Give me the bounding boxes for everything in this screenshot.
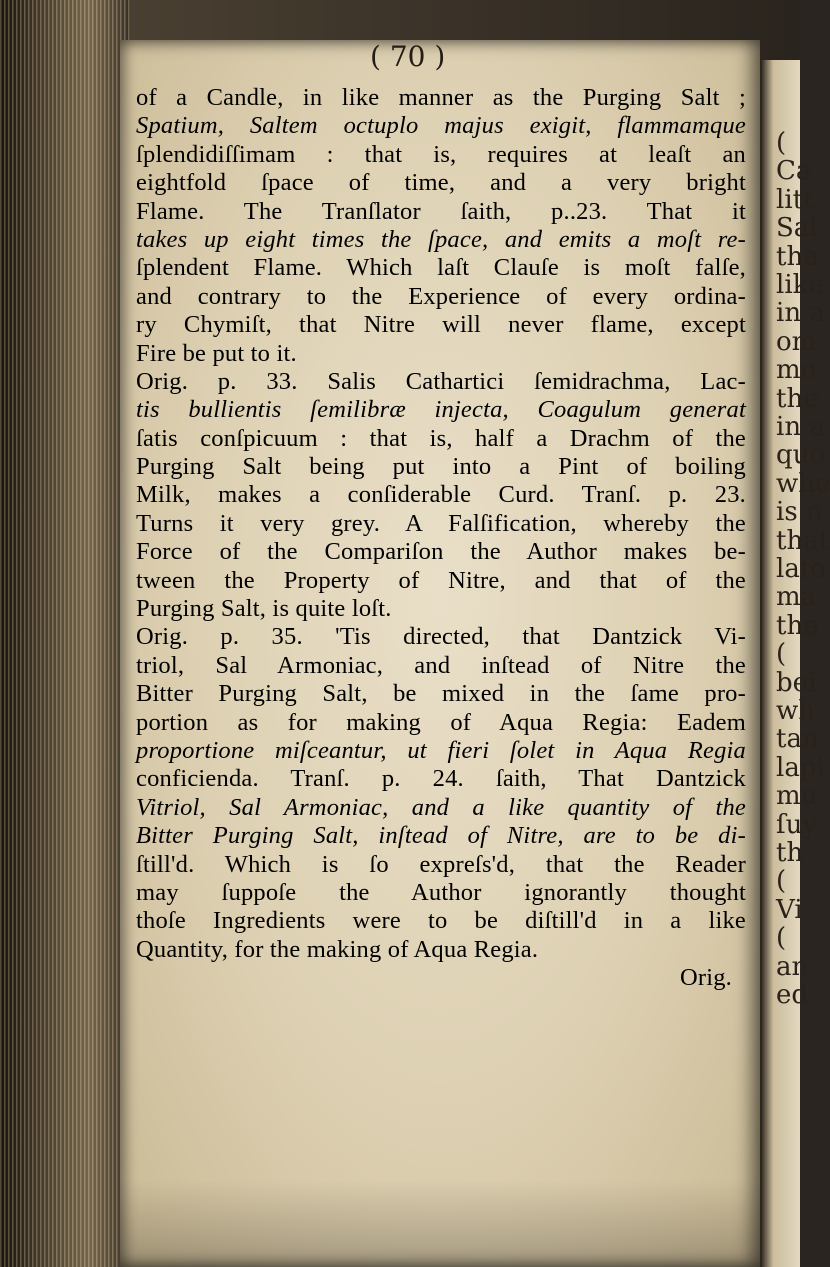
- text-line: Purging Salt, is quite loſt.: [136, 595, 392, 623]
- text-line: ſplendidiſſimam : that is, requires at leaſt an: [136, 140, 746, 168]
- text-line: Orig.: [679, 964, 732, 992]
- facing-page-fragment: (: [776, 128, 787, 158]
- text-line: and contrary to the Experience of every ordina-: [136, 282, 746, 310]
- text-line: Quantity, for the making of Aqua Regia.: [136, 935, 539, 963]
- text-line: takes up eight times the ſpace, and emits a moſt re-: [136, 225, 746, 253]
- text-line: Force of the Compariſon the Author makes be-: [136, 538, 746, 566]
- facing-page-fragment: Ca: [776, 156, 812, 187]
- text-line: Fire be put to it.: [136, 339, 297, 367]
- text-line: Purging Salt being put into a Pint of boiling: [136, 453, 746, 481]
- facing-page-fragment: ſuy: [776, 809, 818, 840]
- text-line: proportione miſceantur, ut fieri ſolet in Aqua Regia: [136, 736, 746, 764]
- book-page: [120, 40, 760, 1267]
- text-line: Spatium, Saltem octuplo majus exigit, flammamque: [136, 112, 746, 140]
- facing-page-fragment: is n: [776, 497, 823, 528]
- page-text-body: [136, 84, 746, 993]
- text-line: thoſe Ingredients were to be diſtill'd in a like: [136, 907, 746, 935]
- text-line: Flame. The Tranſlator ſaith, p..23. That it: [136, 197, 746, 225]
- facing-page-fragment: mo: [776, 355, 817, 386]
- facing-page-fragment: an: [776, 951, 809, 982]
- facing-page-fragment: tan: [776, 724, 819, 755]
- text-line: Vitriol, Sal Armoniac, and a like quantity of the: [136, 793, 746, 821]
- facing-page-edge: [762, 60, 830, 1267]
- facing-page-fragment: (: [776, 639, 787, 670]
- book-page-edges: [0, 0, 130, 1267]
- facing-page-fragment: litt: [776, 184, 814, 215]
- facing-page-fragment: ed: [776, 980, 809, 1010]
- facing-page-fragment: lato: [776, 554, 826, 584]
- facing-page-fragment: whe: [776, 468, 830, 499]
- text-line: Bitter Purging Salt, be mixed in the ſame pro-: [136, 680, 746, 708]
- page-number: ( 70 ): [370, 40, 446, 73]
- text-line: eightfold ſpace of time, and a very bright: [136, 169, 746, 197]
- facing-page-fragment: in a: [776, 298, 825, 329]
- facing-page-fragment: om: [776, 326, 817, 357]
- facing-page-fragment: quo: [776, 440, 826, 471]
- facing-page-fragment: ma: [776, 582, 817, 613]
- facing-page-fragment: mu: [776, 781, 818, 812]
- text-line: ry Chymiſt, that Nitre will never flame, except: [136, 311, 746, 339]
- page-shadow: [120, 1180, 760, 1267]
- text-line: Orig. p. 35. 'Tis directed, that Dantzick Vi-: [136, 623, 746, 651]
- text-line: conficienda. Tranſ. p. 24. ſaith, That Dantzick: [136, 765, 746, 793]
- text-line: Bitter Purging Salt, inſtead of Nitre, are to be di-: [136, 822, 746, 850]
- facing-page-fragment: bei: [776, 667, 817, 698]
- facing-page-fragment: tha: [776, 241, 819, 272]
- text-line: triol, Sal Armoniac, and inſtead of Nitre the: [136, 651, 746, 679]
- facing-page-fragment: (: [776, 923, 787, 954]
- text-line: of a Candle, in like manner as the Purging Salt ;: [136, 84, 746, 111]
- facing-page-fragment: Vi: [776, 894, 803, 925]
- text-line: ſplendent Flame. Which laſt Clauſe is moſt falſe,: [136, 254, 746, 282]
- text-line: may ſuppoſe the Author ignorantly thought: [136, 878, 746, 906]
- text-line: ſatis conſpicuum : that is, half a Drachm of the: [136, 424, 746, 452]
- facing-page-fragment: th: [776, 838, 804, 868]
- facing-page-fragment: Sal: [776, 213, 818, 244]
- text-line: Milk, makes a conſiderable Curd. Tranſ. p. 23.: [136, 481, 746, 509]
- text-line: tis bullientis ſemilibræ injecta, Coagulum generat: [136, 396, 746, 424]
- facing-page-fragment: lapi: [776, 752, 825, 783]
- facing-page-fragment: in a: [776, 412, 825, 442]
- facing-page-fragment: (: [776, 866, 787, 897]
- facing-page-fragment: like: [776, 270, 824, 300]
- facing-page-fragment: wh: [776, 696, 815, 726]
- facing-page-fragment: that: [776, 525, 830, 556]
- facing-page-fragment: the: [776, 383, 819, 414]
- facing-page-fragment: the: [776, 610, 819, 641]
- text-line: portion as for making of Aqua Regia: Eadem: [136, 708, 746, 736]
- text-line: Orig. p. 33. Salis Cathartici ſemidrachma, Lac-: [136, 367, 746, 395]
- text-line: tween the Property of Nitre, and that of the: [136, 566, 746, 594]
- text-line: ſtill'd. Which is ſo expreſs'd, that the Reader: [136, 850, 746, 878]
- text-line: Turns it very grey. A Falſification, whereby the: [136, 509, 746, 537]
